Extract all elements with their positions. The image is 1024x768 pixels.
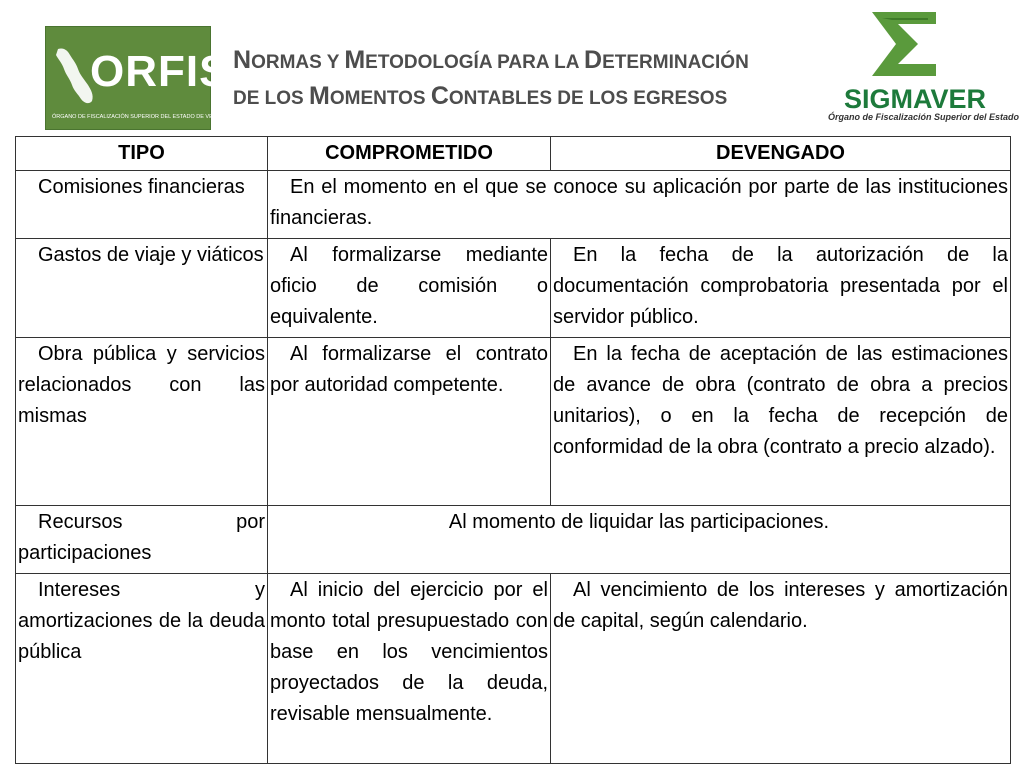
sigmaver-brand: SIGMAVER [844,84,987,114]
cell-devengado: Al vencimiento de los intereses y amortización de capital, según calendario. [551,574,1011,764]
table-row [16,506,1011,574]
header-comprometido: COMPROMETIDO [268,137,551,171]
cell-comprometido: Al inicio del ejercicio por el monto total presupuestado con base en los vencimientos proyectados de la deuda, revisable mensualmente. [268,574,551,764]
orfis-subtitle: ÓRGANO DE FISCALIZACIÓN SUPERIOR DEL ESTADO DE VERACRUZ [52,114,236,120]
title-line-2: DE LOS MOMENTOS CONTABLES DE LOS EGRESOS [233,82,728,110]
cell-tipo: Intereses y amortizaciones de la deuda pública [16,574,268,764]
sigmaver-subtitle: Órgano de Fiscalización Superior del Estado [828,112,1020,122]
cell-comprometido: Al formalizarse el contrato por autoridad competente. [268,338,551,506]
page-title [233,44,823,116]
cell-tipo: Comisiones financieras [16,171,268,239]
cell-tipo: Recursos por participaciones [16,506,268,574]
sigmaver-logo [828,8,1020,128]
header-devengado: DEVENGADO [551,137,1011,171]
sigma-icon [868,10,940,80]
cell-devengado: En la fecha de aceptación de las estimaciones de avance de obra (contrato de obra a precios unitarios), o en la fecha de recepción de conformidad de la obra (contrato a precio alzado). [551,338,1011,506]
cell-merged: Al momento de liquidar las participaciones. [268,506,1011,574]
cell-tipo: Gastos de viaje y viáticos [16,239,268,338]
table-row [16,171,1011,239]
table-header-row [16,137,1011,171]
orfis-brand: ORFIS [90,47,230,96]
table-row [16,574,1011,764]
cell-devengado: En la fecha de la autorización de la documentación comprobatoria presentada por el servidor público. [551,239,1011,338]
cell-comprometido: Al formalizarse mediante oficio de comisión o equivalente. [268,239,551,338]
title-line-1: NORMAS Y METODOLOGÍA PARA LA DETERMINACIÓN [233,46,749,74]
table-row [16,239,1011,338]
orfis-logo [45,26,236,130]
header-tipo: TIPO [16,137,268,171]
cell-merged: En el momento en el que se conoce su aplicación por parte de las instituciones financieras. [268,171,1011,239]
moments-table [15,136,1011,764]
cell-tipo: Obra pública y servicios relacionados con las mismas [16,338,268,506]
table-row [16,338,1011,506]
